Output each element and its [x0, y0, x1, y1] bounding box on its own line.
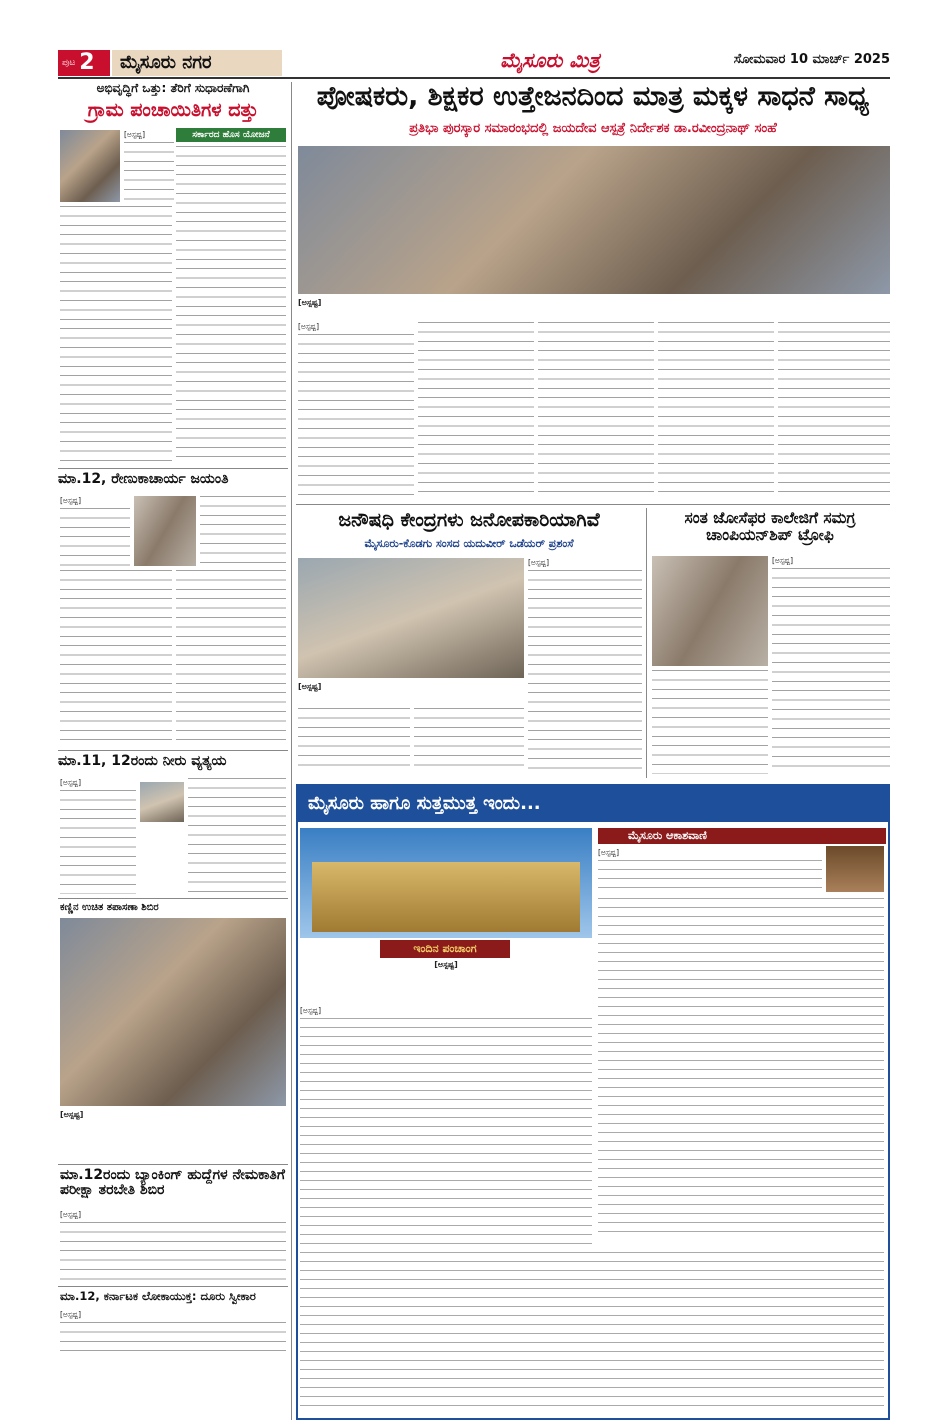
newspaper-brand: ಮೈಸೂರು ಮಿತ್ರ [500, 48, 600, 72]
mid-story-caption: [ಅಸ್ಪಷ್ಟ] [298, 682, 322, 691]
left-column [58, 82, 288, 1420]
radio-text-lines [598, 860, 822, 894]
divider [58, 1286, 288, 1287]
mid-story-subhead: ಮೈಸೂರು-ಕೊಡಗು ಸಂಸದ ಯದುವೀರ್ ಒಡೆಯರ್ ಪ್ರಶಂಸೆ [364, 538, 574, 550]
listings-text-lines [300, 1252, 884, 1412]
column-divider [291, 82, 292, 1420]
story1-text-column [176, 146, 286, 462]
story3-body: [ಅಸ್ಪಷ್ಟ] [60, 778, 81, 787]
story3-text-column [60, 790, 136, 894]
radio-text-lines [598, 898, 884, 1240]
story2-headline: ಮಾ.12, ರೇಣುಕಾಚಾರ್ಯ ಜಯಂತಿ [58, 472, 229, 487]
story2-text-column [176, 570, 286, 746]
panchanga-title: ಇಂದಿನ ಪಂಚಾಂಗ [380, 940, 510, 958]
minister-portrait [60, 130, 120, 202]
story2-text-column [200, 496, 286, 566]
right-story-text-column [772, 568, 890, 774]
divider [58, 750, 288, 751]
story1-headline: ಗ್ರಾಮ ಪಂಚಾಯಿತಿಗಳ ದತ್ತು [87, 100, 259, 121]
water-tap-icon [140, 782, 184, 822]
page-number: 2 [79, 50, 95, 75]
story5-headline: ಮಾ.12ರಂದು ಬ್ಯಾಂಕಿಂಗ್ ಹುದ್ದೆಗಳ ನೇಮಕಾತಿಗೆ ಪರೀಕ್ಷಾ ತರಬೇತಿ ಶಿಬಿರ [60, 1168, 285, 1199]
story1-kicker: ಅಭಿವೃದ್ಧಿಗೆ ಒತ್ತು: ತೆರಿಗೆ ಸುಧಾರಣೆಗಾಗಿ [96, 82, 250, 95]
story3-headline: ಮಾ.11, 12ರಂದು ನೀರು ವ್ಯತ್ಯಯ [58, 754, 227, 769]
page-label: ಪುಟ [62, 58, 76, 68]
trophy-photo [652, 556, 768, 666]
story2-text-column [60, 570, 172, 746]
story4-caption: [ಅಸ್ಪಷ್ಟ] [60, 1110, 84, 1119]
story5-body: [ಅಸ್ಪಷ್ಟ] [60, 1210, 81, 1219]
radio-title: ಮೈಸೂರು ಆಕಾಶವಾಣಿ [598, 828, 886, 844]
lead-headline: ಪೋಷಕರು, ಶಿಕ್ಷಕರ ಉತ್ತೇಜನದಿಂದ ಮಾತ್ರ ಮಕ್ಕಳ ಸಾಧನೆ ಸಾಧ್ಯ [316, 82, 870, 112]
radio-icon [826, 846, 884, 892]
story4-headline: ಕಣ್ಣಿನ ಉಚಿತ ತಪಾಸಣಾ ಶಿಬಿರ [60, 902, 159, 913]
right-story-headline: ಸಂತ ಜೋಸೆಫರ ಕಾಲೇಜಿಗೆ ಸಮಗ್ರ ಚಾಂಪಿಯನ್‌ಶಿಪ್ ಟ್ರೋಫಿ [684, 510, 856, 545]
lead-text-column [538, 322, 654, 498]
story2-text-column [60, 508, 130, 566]
story3-text-column [188, 778, 286, 894]
page-number-box [58, 50, 110, 76]
story2-body: [ಅಸ್ಪಷ್ಟ] [60, 496, 81, 505]
mid-story-text-column [414, 708, 524, 774]
story6-body: [ಅಸ್ಪಷ್ಟ] [60, 1310, 81, 1319]
mid-story-headline: ಜನೌಷಧಿ ಕೇಂದ್ರಗಳು ಜನೋಪಕಾರಿಯಾಗಿವೆ [338, 510, 600, 531]
eye-camp-photo [60, 918, 286, 1106]
award-ceremony-photo [298, 146, 890, 294]
listings-text: [ಅಸ್ಪಷ್ಟ] [300, 1006, 321, 1015]
story6-text-column [60, 1322, 286, 1358]
story6-headline: ಮಾ.12, ಕರ್ನಾಟಕ ಲೋಕಾಯುಕ್ತ: ದೂರು ಸ್ವೀಕಾರ [60, 1290, 256, 1303]
story5-text-column [60, 1222, 286, 1282]
divider [58, 898, 288, 899]
renukacharya-image [134, 496, 196, 566]
jan-aushadhi-photo [298, 558, 524, 678]
section-title: ಮೈಸೂರು ನಗರ [112, 50, 282, 76]
lead-body: [ಅಸ್ಪಷ್ಟ] [298, 322, 319, 331]
lead-text-column [658, 322, 774, 498]
panchanga-text: [ಅಸ್ಪಷ್ಟ] [434, 960, 458, 969]
lead-text-column [418, 322, 534, 498]
story1-text-column [124, 142, 174, 202]
mid-story-body: [ಅಸ್ಪಷ್ಟ] [528, 558, 549, 567]
listings-text-lines [300, 1018, 592, 1248]
right-story-body: [ಅಸ್ಪಷ್ಟ] [772, 556, 793, 565]
right-story-text-column [652, 670, 768, 774]
dateline: ಸೋಮವಾರ 10 ಮಾರ್ಚ್ 2025 [733, 52, 890, 67]
divider [296, 504, 890, 505]
story1-text-column [60, 206, 172, 462]
mid-story-text-column [528, 570, 642, 774]
story1-body: [ಅಸ್ಪಷ್ಟ] [124, 130, 145, 139]
divider [58, 1164, 288, 1165]
column-divider [646, 508, 647, 778]
lead-text-column [298, 334, 414, 498]
masthead-rule [58, 77, 890, 79]
lead-subhead: ಪ್ರತಿಭಾ ಪುರಸ್ಕಾರ ಸಮಾರಂಭದಲ್ಲಿ ಜಯದೇವ ಆಸ್ಪತ್ರೆ ನಿರ್ದೇಶಕ ಡಾ.ರವೀಂದ್ರನಾಥ್ ಸಂಹೆ [409, 122, 777, 136]
mid-story-text-column [298, 708, 410, 774]
radio-text: [ಅಸ್ಪಷ್ಟ] [598, 848, 619, 857]
divider [58, 468, 288, 469]
lead-caption: [ಅಸ್ಪಷ್ಟ] [298, 298, 322, 307]
mysore-palace-image [312, 862, 580, 932]
scheme-tag: ಸರ್ಕಾರದ ಹೊಸ ಯೋಜನೆ [176, 128, 286, 142]
lead-text-column [778, 322, 890, 498]
events-banner: ಮೈಸೂರು ಹಾಗೂ ಸುತ್ತಮುತ್ತ ಇಂದು... [298, 786, 888, 822]
